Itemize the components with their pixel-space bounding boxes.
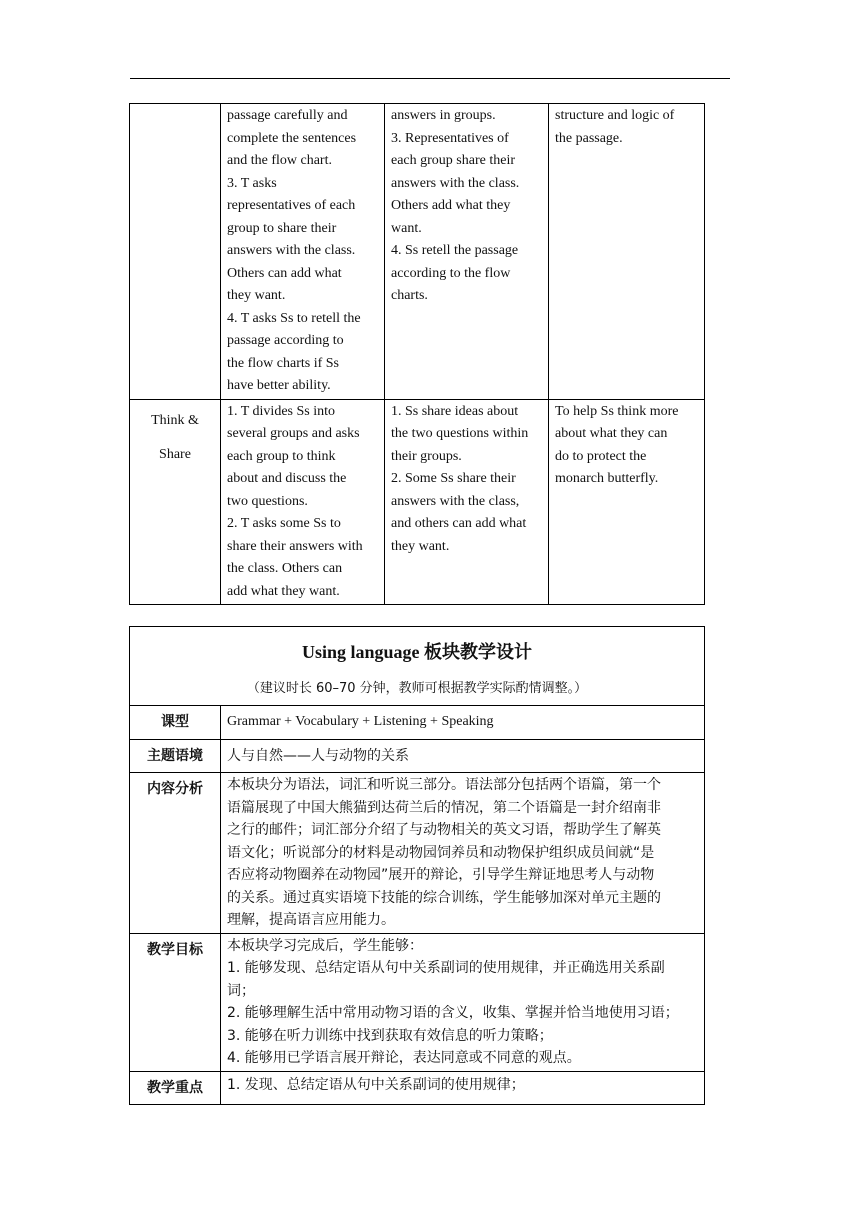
text-line: 词；: [227, 982, 255, 999]
student-activity-cell: [385, 399, 549, 605]
text-line: they want.: [391, 538, 450, 554]
text-line: group to share their: [227, 220, 337, 236]
stage-cell: [130, 399, 221, 605]
text-line: answers with the class,: [391, 493, 520, 509]
text-line: the flow charts if Ss: [227, 355, 339, 371]
text-line: monarch butterfly.: [555, 471, 659, 486]
text-line: 2. 能够理解生活中常用动物习语的含义，收集、掌握并恰当地使用习语；: [227, 1005, 679, 1021]
student-activity-cell: [385, 104, 549, 400]
text-line: several groups and asks: [227, 426, 360, 441]
text-line: and the flow chart.: [227, 153, 332, 168]
text-line: answers with the class.: [391, 175, 520, 191]
text-line: share their answers with: [227, 538, 363, 554]
table-row: [130, 933, 705, 1071]
text-line: 3. Representatives of: [391, 130, 509, 146]
row-label: 课型: [130, 706, 221, 740]
text-line: 理解，提高语言应用能力。: [227, 912, 395, 928]
purpose-cell: [549, 399, 705, 605]
text-line: 3. T asks: [227, 175, 277, 191]
text-line: two questions.: [227, 493, 308, 509]
text-line: the class. Others can: [227, 561, 343, 576]
design-table: [129, 626, 705, 1105]
text-line: 之行的邮件；词汇部分介绍了与动物相关的英文习语，帮助学生了解英: [227, 822, 661, 838]
text-line: about what they can: [555, 426, 668, 441]
table-row: [130, 399, 705, 605]
text-line: 4. T asks Ss to retell the: [227, 310, 361, 326]
text-line: passage carefully and: [227, 108, 348, 123]
text-line: 1. T divides Ss into: [227, 403, 336, 419]
text-line: 4. 能够用已学语言展开辩论，表达同意或不同意的观点。: [227, 1050, 581, 1066]
text-line: Others can add what: [227, 265, 342, 281]
text-line: 语文化；听说部分的材料是动物园饲养员和动物保护组织成员间就“是: [227, 844, 655, 861]
text-line: according to the flow: [391, 265, 511, 281]
text-line: have better ability.: [227, 378, 331, 393]
text-line: complete the sentences: [227, 130, 357, 146]
text-line: add what they want.: [227, 583, 340, 599]
table-row: [130, 1071, 705, 1105]
text-line: about and discuss the: [227, 471, 347, 486]
row-label: 主题语境: [130, 739, 221, 773]
text-line: 语篇展现了中国大熊猫到达荷兰后的情况，第二个语篇是一封介绍南非: [227, 799, 661, 816]
text-line: 人与自然——人与动物的关系: [227, 747, 409, 764]
purpose-cell: [549, 104, 705, 400]
table-row: [130, 706, 705, 740]
text-line: do to protect the: [555, 448, 647, 464]
text-line: 1. 发现、总结定语从句中关系副词的使用规律；: [227, 1076, 525, 1093]
row-content: [221, 933, 705, 1071]
page-title: Using language 板块教学设计: [301, 642, 533, 662]
text-line: structure and logic of: [555, 108, 675, 123]
text-line: To help Ss think more: [555, 403, 679, 419]
text-line: 本板块分为语法，词汇和听说三部分。语法部分包括两个语篇，第一个: [227, 777, 661, 793]
row-label: 内容分析: [130, 773, 221, 934]
text-line: the passage.: [555, 130, 623, 146]
text-line: 2. Some Ss share their: [391, 471, 516, 486]
text-line: 1. Ss share ideas about: [391, 403, 519, 419]
row-content: [221, 706, 705, 740]
row-label: 教学重点: [130, 1071, 221, 1105]
text-line: representatives of each: [227, 198, 356, 213]
text-line: 1. 能够发现、总结定语从句中关系副词的使用规律，并正确选用关系副: [227, 960, 665, 976]
text-line: and others can add what: [391, 516, 527, 531]
text-line: the two questions within: [391, 426, 529, 441]
text-line: answers with the class.: [227, 243, 356, 258]
title-cell: [130, 627, 705, 706]
text-line: want.: [391, 220, 422, 236]
table-row: [130, 104, 705, 400]
text-line: Think &: [151, 412, 199, 428]
text-line: 本板块学习完成后，学生能够：: [227, 937, 423, 954]
text-line: Share: [159, 446, 191, 462]
text-line: charts.: [391, 288, 428, 303]
text-line: 2. T asks some Ss to: [227, 516, 341, 531]
row-content: [221, 773, 705, 934]
row-content: [221, 1071, 705, 1105]
text-line: 否应将动物圈养在动物园”展开的辩论，引导学生辩证地思考人与动物: [227, 867, 655, 883]
text-line: their groups.: [391, 448, 462, 464]
text-line: 的关系。通过真实语境下技能的综合训练，学生能够加深对单元主题的: [227, 889, 661, 906]
activity-table: [129, 103, 705, 605]
text-line: 4. Ss retell the passage: [391, 243, 519, 258]
text-line: they want.: [227, 288, 286, 303]
stage-cell: [130, 104, 221, 400]
row-label: 教学目标: [130, 933, 221, 1071]
table-row: [130, 773, 705, 934]
text-line: each group share their: [391, 153, 515, 168]
table-row: [130, 739, 705, 773]
text-line: each group to think: [227, 448, 336, 464]
teacher-activity-cell: [221, 399, 385, 605]
text-line: Others add what they: [391, 198, 511, 213]
teacher-activity-cell: [221, 104, 385, 400]
duration-note: （建议时长 60–70 分钟，教师可根据教学实际酌情调整。）: [246, 681, 588, 696]
text-line: answers in groups.: [391, 108, 496, 123]
text-line: passage according to: [227, 333, 344, 348]
title-row: [130, 627, 705, 706]
text-line: Grammar + Vocabulary + Listening + Speaking: [227, 714, 494, 729]
row-content: [221, 739, 705, 773]
text-line: 3. 能够在听力训练中找到获取有效信息的听力策略；: [227, 1027, 553, 1044]
header-rule: [130, 78, 730, 79]
